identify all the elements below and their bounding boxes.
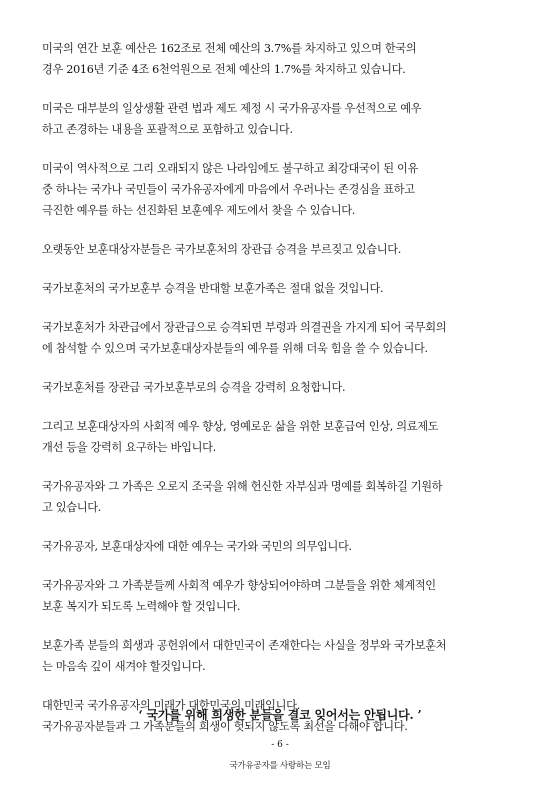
paragraph-benefit-improvements: 그리고 보훈대상자의 사회적 예우 향상, 영예로운 삶을 위한 보훈급여 인상, 의료제도 개선 등을 강력히 요구하는 바입니다. xyxy=(42,420,439,454)
closing-statement: ‘ 국가를 위해 희생한 분들을 결코 잊어서는 안됩니다. ’ xyxy=(138,708,422,722)
paragraph-us-law-priority: 미국은 대부분의 일상생활 관련 법과 제도 제정 시 국가유공자를 우선적으로 예우 하고 존경하는 내용을 포괄적으로 포함하고 있습니다. xyxy=(42,102,422,136)
paragraph-strong-request: 국가보훈처를 장관급 국가보훈부로의 승격을 강력히 요청합니다. xyxy=(42,381,346,394)
paragraph-welfare-effort: 국가유공자와 그 가족분들께 사회적 예우가 향상되어야하며 그분들을 위한 체계적인 보훈 복지가 되도록 노력해야 할 것입니다. xyxy=(42,579,436,613)
paragraph-minister-level-call: 오랫동안 보훈대상자분들은 국가보훈처의 장관급 승격을 부르짖고 있습니다. xyxy=(42,243,402,256)
paragraph-no-opposition: 국가보훈처의 국가보훈부 승격을 반대할 보훈가족은 절대 없을 것입니다. xyxy=(42,282,384,295)
body-text xyxy=(42,38,526,755)
paragraph-future: 대한민국 국가유공자의 미래가 대한민국의 미래입니다. 국가유공자분들과 그 가족분들의 희생이 헛되지 않도록 최선을 다해야 합니다. xyxy=(42,699,408,733)
paragraph-national-duty: 국가유공자, 보훈대상자에 대한 예우는 국가와 국민의 의무입니다. xyxy=(42,540,352,553)
paragraph-cabinet-participation: 국가보훈처가 차관급에서 장관급으로 승격되면 부령과 의결권을 가지게 되어 국무회의 에 참석할 수 있으며 국가보훈대상자분들의 예우를 위해 더욱 힘을 쓸 수 있습니다. xyxy=(42,321,447,355)
paragraph-budget-comparison: 미국의 연간 보훈 예산은 162조로 전체 예산의 3.7%를 차지하고 있으며 한국의 경우 2016년 기준 4조 6천억원으로 전체 예산의 1.7%를 차지하고 있습니다. xyxy=(42,42,417,76)
paragraph-sacrifice-foundation: 보훈가족 분들의 희생과 공헌위에서 대한민국이 존재한다는 사실을 정부와 국가보훈처 는 마음속 깊이 새겨야 할것입니다. xyxy=(42,639,447,673)
page-number: - 6 - xyxy=(271,740,289,750)
paragraph-honor-recovery: 국가유공자와 그 가족은 오로지 조국을 위해 헌신한 자부심과 명예를 회복하길 기원하 고 있습니다. xyxy=(42,480,443,514)
footer-organization: 국가유공자를 사랑하는 모임 xyxy=(229,761,331,771)
paragraph-us-superpower-reason: 미국이 역사적으로 그리 오래되지 않은 나라임에도 불구하고 최강대국이 된 이유 중 하나는 국가나 국민들이 국가유공자에게 마음에서 우러나는 존경심을 표하고 극진한 예우를 하는 선진화된 보훈예우 제도에서 찾을 수 있습니다. xyxy=(42,162,419,217)
